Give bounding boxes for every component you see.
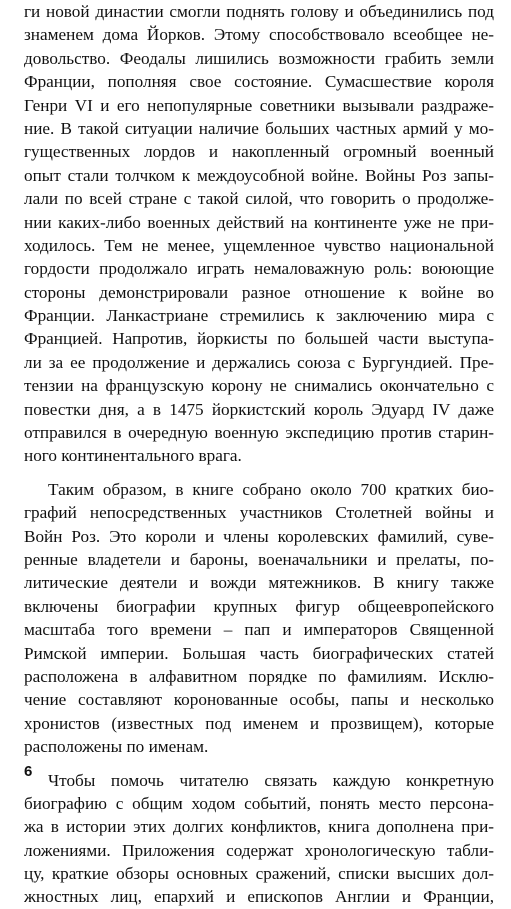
book-page-text: [24, 0, 494, 909]
paragraph-spacing: [24, 759, 494, 769]
text-line: расположены по именам.: [24, 737, 209, 757]
text-line: Франции. Ланкастриане стремились к заключению мира с: [24, 306, 494, 326]
paragraph-1: [24, 0, 494, 468]
text-line: включены биографии крупных фигур общеевропейского: [24, 596, 494, 616]
text-line: гордости продолжало играть немаловажную роль: воюющие: [24, 259, 494, 279]
text-line: Римской империи. Большая часть биографических статей: [24, 643, 494, 663]
text-line: графий непосредственных участников Столетней войны и: [24, 503, 494, 523]
text-line: знаменем дома Йорков. Этому способствовало всеобщее не-: [24, 25, 494, 45]
text-line: опыт стали толчком к междоусобной войне. Войны Роз запы-: [24, 165, 494, 185]
text-line: литические деятели и вожди мятежников. В книгу также: [24, 573, 494, 593]
page-number: 6: [24, 763, 33, 780]
text-line: ного континентального врага.: [24, 446, 242, 466]
text-line: цу, краткие обзоры основных сражений, списки высших дол-: [24, 864, 494, 884]
text-line: жа в истории этих долгих конфликтов, книга дополнена при-: [24, 817, 494, 837]
text-line: ходилось. Тем не менее, ущемленное чувство национальной: [24, 235, 494, 255]
text-line: гущественных лордов и накопленный огромный военный: [24, 142, 494, 162]
paragraph-spacing: [24, 468, 494, 478]
text-line: ложениями. Приложения содержат хронологическую табли-: [24, 840, 494, 860]
paragraph-2: [24, 478, 494, 759]
text-line: расположена в алфавитном порядке по фамилиям. Исклю-: [24, 666, 494, 686]
text-line: Францией. Напротив, йоркисты по большей части выступа-: [24, 329, 494, 349]
text-line: хронистов (известных под именем и прозвищем), которые: [24, 713, 494, 733]
text-line: ние. В такой ситуации наличие больших частных армий у мо-: [24, 118, 494, 138]
text-line: довольство. Феодалы лишились возможности грабить земли: [24, 48, 494, 68]
text-line: отправился в очередную военную экспедицию против старин-: [24, 423, 494, 443]
text-line: тензии на французскую корону не снимались окончательно с: [24, 376, 494, 396]
text-line: ли за ее продолжение и держались союза с Бургундией. Пре-: [24, 352, 494, 372]
text-line: чение составляют коронованные особы, папы и несколько: [24, 690, 494, 710]
text-line: Генри VI и его непопулярные советники вызывали раздраже-: [24, 95, 494, 115]
paragraph-3: [24, 769, 494, 909]
text-line: жностных лиц, епархий и епископов Англии и Франции,: [24, 887, 494, 907]
text-line: лали по всей стране с такой силой, что говорить о продолже-: [24, 189, 494, 209]
text-line: Войн Роз. Это короли и члены королевских фамилий, суве-: [24, 526, 494, 546]
text-line: Таким образом, в книге собрано около 700 кратких био-: [48, 479, 494, 499]
text-line: Франции, пополняя свое состояние. Сумасшествие короля: [24, 72, 494, 92]
text-line: нии каких-либо военных действий на континенте уже не при-: [24, 212, 494, 232]
text-line: стороны демонстрировали разное отношение к войне во: [24, 282, 494, 302]
text-line: повестки дня, а в 1475 йоркистский король Эдуард IV даже: [24, 399, 494, 419]
text-line: биографию с общим ходом событий, понять место персона-: [24, 793, 494, 813]
text-line: Чтобы помочь читателю связать каждую конкретную: [48, 770, 494, 790]
text-line: ренные владетели и бароны, военачальники и прелаты, по-: [24, 549, 494, 569]
text-line: ги новой династии смогли поднять голову и объединились под: [24, 2, 494, 21]
text-line: масштаба того времени – пап и императоров Священной: [24, 620, 494, 640]
